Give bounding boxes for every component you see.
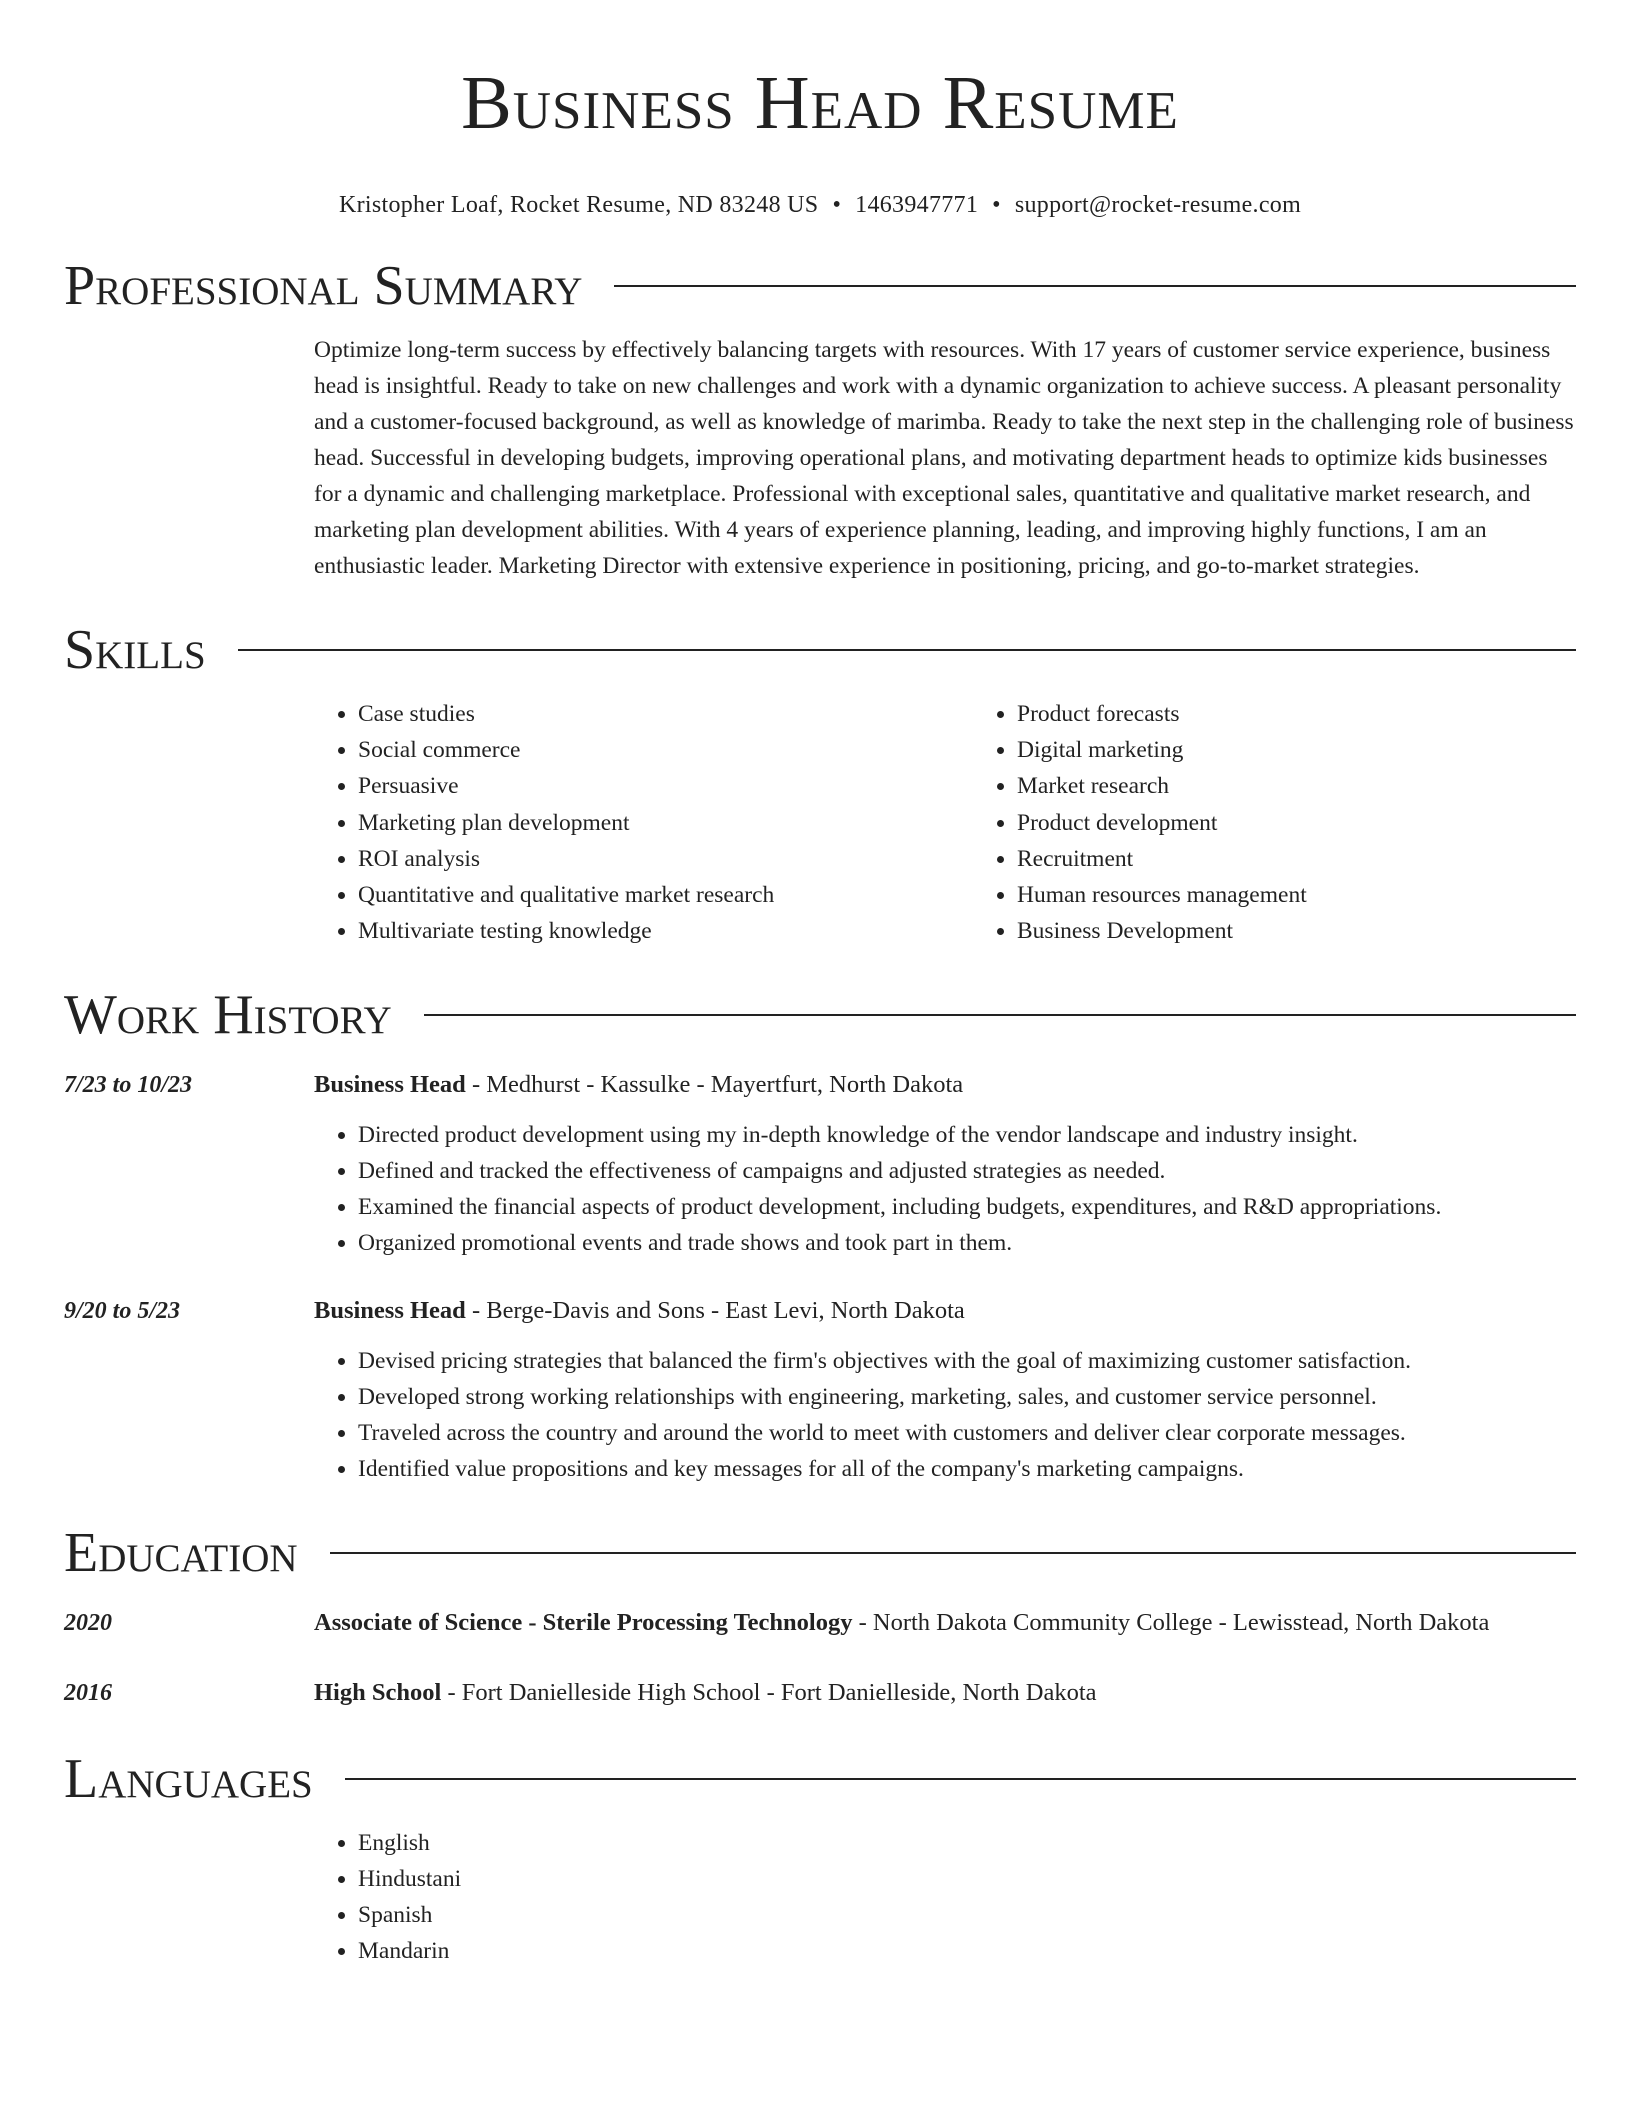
skill-item: • Product forecasts bbox=[1017, 696, 1307, 732]
education-details bbox=[314, 1673, 1576, 1713]
section-divider bbox=[424, 1014, 1576, 1016]
skill-item: • Business Development bbox=[1017, 913, 1307, 949]
work-bullet: • Organized promotional events and trade shows and took part in them. bbox=[358, 1225, 1576, 1261]
bullet-separator: • bbox=[832, 192, 842, 218]
skill-item: • Human resources management bbox=[1017, 877, 1307, 913]
work-bullet: • Directed product development using my in-depth knowledge of the vendor landscape and industry insight. bbox=[358, 1117, 1576, 1153]
language-item: • Spanish bbox=[358, 1897, 1576, 1933]
work-entry bbox=[64, 1291, 1576, 1487]
skills-column-right bbox=[973, 696, 1307, 949]
skills-list bbox=[314, 696, 1576, 949]
skill-item: • Social commerce bbox=[358, 732, 973, 768]
languages-list bbox=[314, 1825, 1576, 1969]
languages-heading: Languages bbox=[64, 1748, 313, 1811]
skill-item: • Case studies bbox=[358, 696, 973, 732]
degree-name: Associate of Science - Sterile Processing Technology bbox=[314, 1609, 853, 1637]
job-title: Business Head bbox=[314, 1297, 466, 1325]
work-bullet: • Devised pricing strategies that balanced the firm's objectives with the goal of maximizing customer satisfaction. bbox=[358, 1343, 1576, 1379]
language-item: • Mandarin bbox=[358, 1933, 1576, 1969]
skill-item: • Product development bbox=[1017, 805, 1307, 841]
skill-item: • Digital marketing bbox=[1017, 732, 1307, 768]
skills-section-header bbox=[64, 618, 1576, 682]
work-bullet: • Identified value propositions and key messages for all of the company's marketing campaigns. bbox=[358, 1451, 1576, 1487]
contact-phone: 1463947771 bbox=[855, 192, 979, 218]
skill-item: • Marketing plan development bbox=[358, 805, 973, 841]
skills-column-left bbox=[314, 696, 973, 949]
bullet-separator: • bbox=[992, 192, 1001, 218]
section-divider bbox=[330, 1552, 1576, 1554]
employer-location: - Medhurst - Kassulke - Mayertfurt, North Dakota bbox=[465, 1071, 964, 1099]
skill-item: • Market research bbox=[1017, 768, 1307, 804]
work-date: 7/23 to 10/23 bbox=[64, 1072, 193, 1099]
education-date: 2020 bbox=[64, 1610, 112, 1637]
work-date: 9/20 to 5/23 bbox=[64, 1298, 181, 1325]
work-details bbox=[314, 1065, 1576, 1261]
summary-text: Optimize long-term success by effectively balancing targets with resources. With 17 years of customer service experience, business head is insightful. Ready to take on new challenges and work with a dynamic organization to achieve success. A pleasant personality and a customer-focused background, as well as knowledge of marimba. Ready to take the next step in the challenging role of business head. Successful in developing budgets, improving operational plans, and motivating department heads to optimize kids businesses for a dynamic and challenging marketplace. Professional with exceptional sales, quantitative and qualitative market research, and marketing plan development abilities. With 4 years of experience planning, leading, and improving highly functions, I am an enthusiastic leader. Marketing Director with extensive experience in positioning, pricing, and go-to-market strategies. bbox=[314, 337, 1574, 579]
resume-title: Business Head Resume bbox=[461, 61, 1179, 145]
education-entry bbox=[64, 1603, 1576, 1643]
work-headline bbox=[314, 1291, 1576, 1331]
skill-item: • ROI analysis bbox=[358, 841, 973, 877]
language-item: • English bbox=[358, 1825, 1576, 1861]
education-entry bbox=[64, 1673, 1576, 1713]
work-bullet: • Defined and tracked the effectiveness of campaigns and adjusted strategies as needed. bbox=[358, 1153, 1576, 1189]
work-bullets bbox=[314, 1343, 1576, 1487]
contact-email: support@rocket-resume.com bbox=[1014, 192, 1302, 218]
work-heading: Work History bbox=[64, 984, 392, 1047]
school-location: - North Dakota Community College - Lewisstead, North Dakota bbox=[852, 1609, 1490, 1637]
summary-section-header bbox=[64, 254, 1576, 318]
work-bullet: • Developed strong working relationships with engineering, marketing, sales, and customer service personnel. bbox=[358, 1379, 1576, 1415]
summary-heading: Professional Summary bbox=[64, 255, 583, 317]
skill-item: • Multivariate testing knowledge bbox=[358, 913, 973, 949]
work-entry bbox=[64, 1065, 1576, 1261]
contact-address: Kristopher Loaf, Rocket Resume, ND 83248 US bbox=[338, 192, 819, 218]
work-bullet: • Examined the financial aspects of product development, including budgets, expenditures, and R&D appropriations. bbox=[358, 1189, 1576, 1225]
education-section-header bbox=[64, 1521, 1576, 1585]
skill-item: • Quantitative and qualitative market research bbox=[358, 877, 973, 913]
languages-section-header bbox=[64, 1747, 1576, 1811]
education-date: 2016 bbox=[64, 1680, 112, 1707]
contact-line bbox=[64, 190, 1576, 220]
section-divider bbox=[345, 1778, 1576, 1780]
work-details bbox=[314, 1291, 1576, 1487]
education-heading: Education bbox=[64, 1522, 298, 1585]
education-details bbox=[314, 1603, 1576, 1643]
work-bullets bbox=[314, 1117, 1576, 1261]
section-divider bbox=[614, 285, 1576, 287]
employer-location: - Berge-Davis and Sons - East Levi, North Dakota bbox=[465, 1297, 965, 1325]
skill-item: • Recruitment bbox=[1017, 841, 1307, 877]
languages-items bbox=[314, 1825, 1576, 1969]
work-bullet: • Traveled across the country and around the world to meet with customers and deliver clear corporate messages. bbox=[358, 1415, 1576, 1451]
work-section-header bbox=[64, 983, 1576, 1047]
work-headline bbox=[314, 1065, 1576, 1105]
section-divider bbox=[238, 649, 1576, 651]
degree-name: High School bbox=[314, 1679, 442, 1707]
job-title: Business Head bbox=[314, 1071, 466, 1099]
language-item: • Hindustani bbox=[358, 1861, 1576, 1897]
skills-heading: Skills bbox=[64, 619, 206, 681]
school-location: - Fort Danielleside High School - Fort Danielleside, North Dakota bbox=[441, 1679, 1097, 1707]
skill-item: • Persuasive bbox=[358, 768, 973, 804]
